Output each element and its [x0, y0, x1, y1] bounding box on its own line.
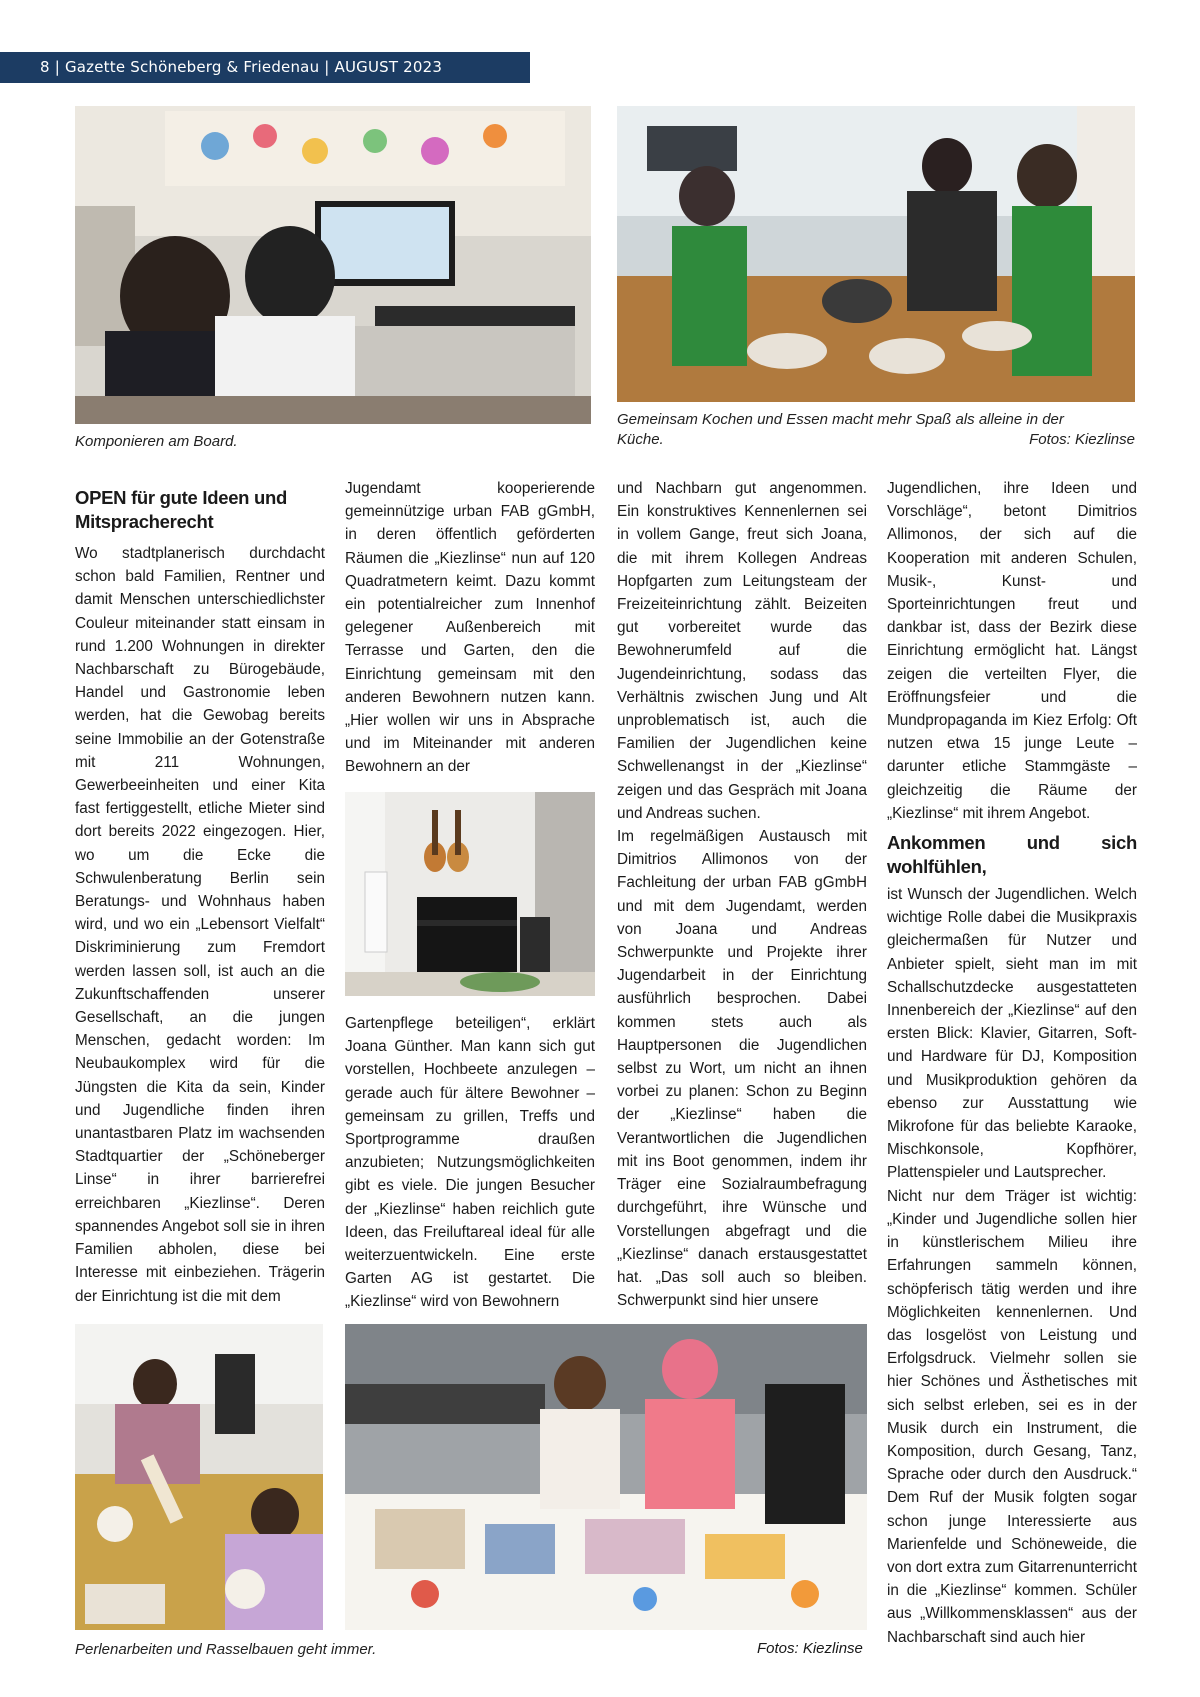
- publication-name: Gazette Schöneberg & Friedenau: [64, 58, 320, 76]
- crafts-caption: Perlenarbeiten und Rasselbauen geht immer.: [75, 1641, 377, 1658]
- article-column-4: [887, 477, 1137, 1649]
- article-paragraph: ist Wunsch der Jugendlichen. Welch wichtige Rolle dabei die Musikpraxis gleichermaßen für Nutzer und Anbieter spielt, sieht man im mit Schallschutzdecke ausgestatteten Innenbereich der „Kiezlinse“ auf den ersten Blick: Klavier, Gitarren, Soft- und Hardware für DJ, Komposition und Musikproduktion gehören da ebenso zur Ausstattung wie Mikrofone für das beliebte Karaoke, Mischkonsole, Kopfhörer, Plattenspieler und Lautsprecher.: [887, 886, 1137, 1182]
- article-paragraph: Jugendamt kooperierende gemeinnützige urban FAB gGmbH, in deren öffentlich geförderten Räumen die „Kiezlinse“ nun auf 120 Quadratmetern keimt. Dazu kommt ein potentialreicher zum Innenhof gelegener Außenbereich mit Terrasse und Garten, den die Einrichtung gemeinsam mit den anderen Bewohnern nutzen kann. „Hier wollen wir uns in Absprache und im Miteinander mit anderen Bewohnern an der: [345, 480, 595, 776]
- article-heading-line2: Mitspracherecht: [75, 511, 214, 532]
- separator: |: [54, 58, 65, 76]
- article-paragraph: Jugendlichen, ihre Ideen und Vorschläge“, betont Dimitrios Allimonos, der sich auf die Kooperation mit anderen Schulen, Musik-, Kunst- und Sporteinrichtungen freut und dankbar ist, dass der Bezirk diese Einrichtung ermöglicht hat. Längst zeigen die verteilten Flyer, die Eröffnungsfeier und die Mundpropaganda im Kiez Erfolg: Oft nutzen etwa 15 junge Leute – darunter etliche Stammgäste – gleichzeitig die Räume der „Kiezlinse“ mit ihrem Angebot.: [887, 480, 1137, 822]
- studio-caption: Komponieren am Board.: [75, 433, 238, 450]
- article-heading-line1: OPEN für gute Ideen und: [75, 487, 288, 508]
- issue-date: AUGUST 2023: [334, 58, 443, 76]
- article-heading: [75, 486, 325, 534]
- article-paragraph: und Nachbarn gut angenommen. Ein konstruktives Kennenlernen sei in vollem Gange, freut sich Joana, die mit ihrem Kollegen Andreas Hopfgarten zum Leitungsteam der Freizeiteinrichtung zählt. Beizeiten gut vorbereitet wurde das Bewohnerumfeld auf die Jugendeinrichtung, sodass das Verhältnis zwischen Jung und Alt unproblematisch ist, auch die Familien der Jugendlichen keine Schwellenangst in der „Kiezlinse“ zeigen und das Gespräch mit Joana und Andreas suchen.: [617, 480, 867, 822]
- kitchen-photo-credit: Fotos: Kiezlinse: [1029, 431, 1135, 448]
- article-paragraph: Nicht nur dem Träger ist wichtig: „Kinder und Jugendliche sollen hier in künstlerischem Milieu ihre Erfahrungen sammeln können, schöpferisch tätig werden und ihre Möglichkeiten kennenlernen. Und das losgelöst von Leistung und Erfolgsdruck. Vielmehr sollen sie hier Schönes und Ästhetisches mit sich selbst erleben, sei es in der Musik durch ein Instrument, die Komposition, durch Gesang, Tanz, Sprache oder durch den Ausdruck.“ Dem Ruf der Musik folgten sogar schon junge Interessierte aus Marienfelde und Schöneweide, die von dort extra zum Gitarrenunterricht in die „Kiezlinse“ kommen. Schüler aus „Willkommensklassen“ aus der Nachbarschaft sind auch hier: [887, 1187, 1137, 1646]
- kitchen-photo: [617, 106, 1135, 402]
- article-paragraph: Wo stadtplanerisch durchdacht schon bald Familien, Rentner und damit Menschen unterschiedlichster Couleur miteinander statt einsam in rund 1.200 Wohnungen in direkter Nachbarschaft zu Bürogebäude, Handel und Gastronomie leben werden, hat die Gewobag bereits seine Immobilie an der Gotenstraße mit 211 Wohnungen, Gewerbeeinheiten und einer Kita fast fertiggestellt, etliche Mieter sind dort bereits 2022 eingezogen. Hier, wo um die Ecke die Schwulenberatung Berlin sein Beratungs- und Wohnhaus haben wird, und wo ein „Lebensort Vielfalt“ Diskriminierung zum Fremdort werden lassen soll, ist auch an die Zukunftschaffenden unserer Gesellschaft, an die jungen Menschen, gedacht worden: Im Neubaukomplex wird für die Jüngsten die Kita da sein, Kinder und Jugendliche finden ihren unantastbaren Platz im wachsenden Stadtquartier der „Schöneberger Linse“ in ihrer barrierefrei erreichbaren „Kiezlinse“. Deren spannendes Angebot soll sie in ihren Familien abholen, diese bei Interesse mit einbeziehen. Trägerin der Einrichtung ist die mit dem: [75, 545, 325, 1305]
- section-heading: Ankommen und sich wohlfühlen,: [887, 832, 1137, 878]
- article-paragraph: Gartenpflege beteiligen“, erklärt Joana Günther. Man kann sich gut vorstellen, Hochbeete anzulegen – gerade auch für ältere Bewohner – gemeinsam zu grillen, Treffs und Sportprogramme draußen anzubieten; Nutzungsmöglichkeiten gibt es viele. Die jungen Besucher der „Kiezlinse“ haben reichlich gute Ideen, das Freiluftareal ideal für alle weiterzuentwickeln. Eine erste Garten AG ist gestartet. Die „Kiezlinse“ wird von Bewohnern: [345, 1015, 595, 1311]
- kitchen-caption-line2: Küche.: [617, 431, 664, 448]
- article-column-2-top: [345, 477, 595, 779]
- kitchen-caption: [617, 410, 1135, 450]
- piano-photo: [345, 792, 595, 996]
- article-column-3: [617, 477, 867, 1312]
- article-column-2-bottom: [345, 1012, 595, 1314]
- page-header: [0, 52, 530, 83]
- crafts-left-photo: [75, 1324, 323, 1630]
- kitchen-caption-line1: Gemeinsam Kochen und Essen macht mehr Spaß als alleine in der: [617, 411, 1064, 428]
- page-number: 8: [40, 58, 50, 76]
- crafts-right-photo: [345, 1324, 867, 1630]
- article-paragraph: Im regelmäßigen Austausch mit Dimitrios Allimonos von der Fachleitung der urban FAB gGmbH und mit dem Jugendamt, werden von Joana und Andreas Schwerpunkte und Projekte ihrer Jugendarbeit in der Einrichtung ausführlich besprochen. Dabei kommen stets auch als Hauptpersonen die Jugendlichen selbst zu Wort, um nicht an ihnen vorbei zu planen: Schon zu Beginn der „Kiezlinse“ haben die Verantwortlichen die Jugendlichen mit ins Boot genommen, indem ihr Träger eine Sozialraumbefragung durchgeführt, ihre Wünsche und Vorstellungen abgefragt und die „Kiezlinse“ danach erstausgestattet hat. „Das soll auch so bleiben. Schwerpunkt sind hier unsere: [617, 828, 867, 1310]
- article-column-1: [75, 486, 325, 1308]
- studio-photo: [75, 106, 591, 424]
- separator: |: [324, 58, 335, 76]
- crafts-photo-credit: Fotos: Kiezlinse: [757, 1640, 863, 1657]
